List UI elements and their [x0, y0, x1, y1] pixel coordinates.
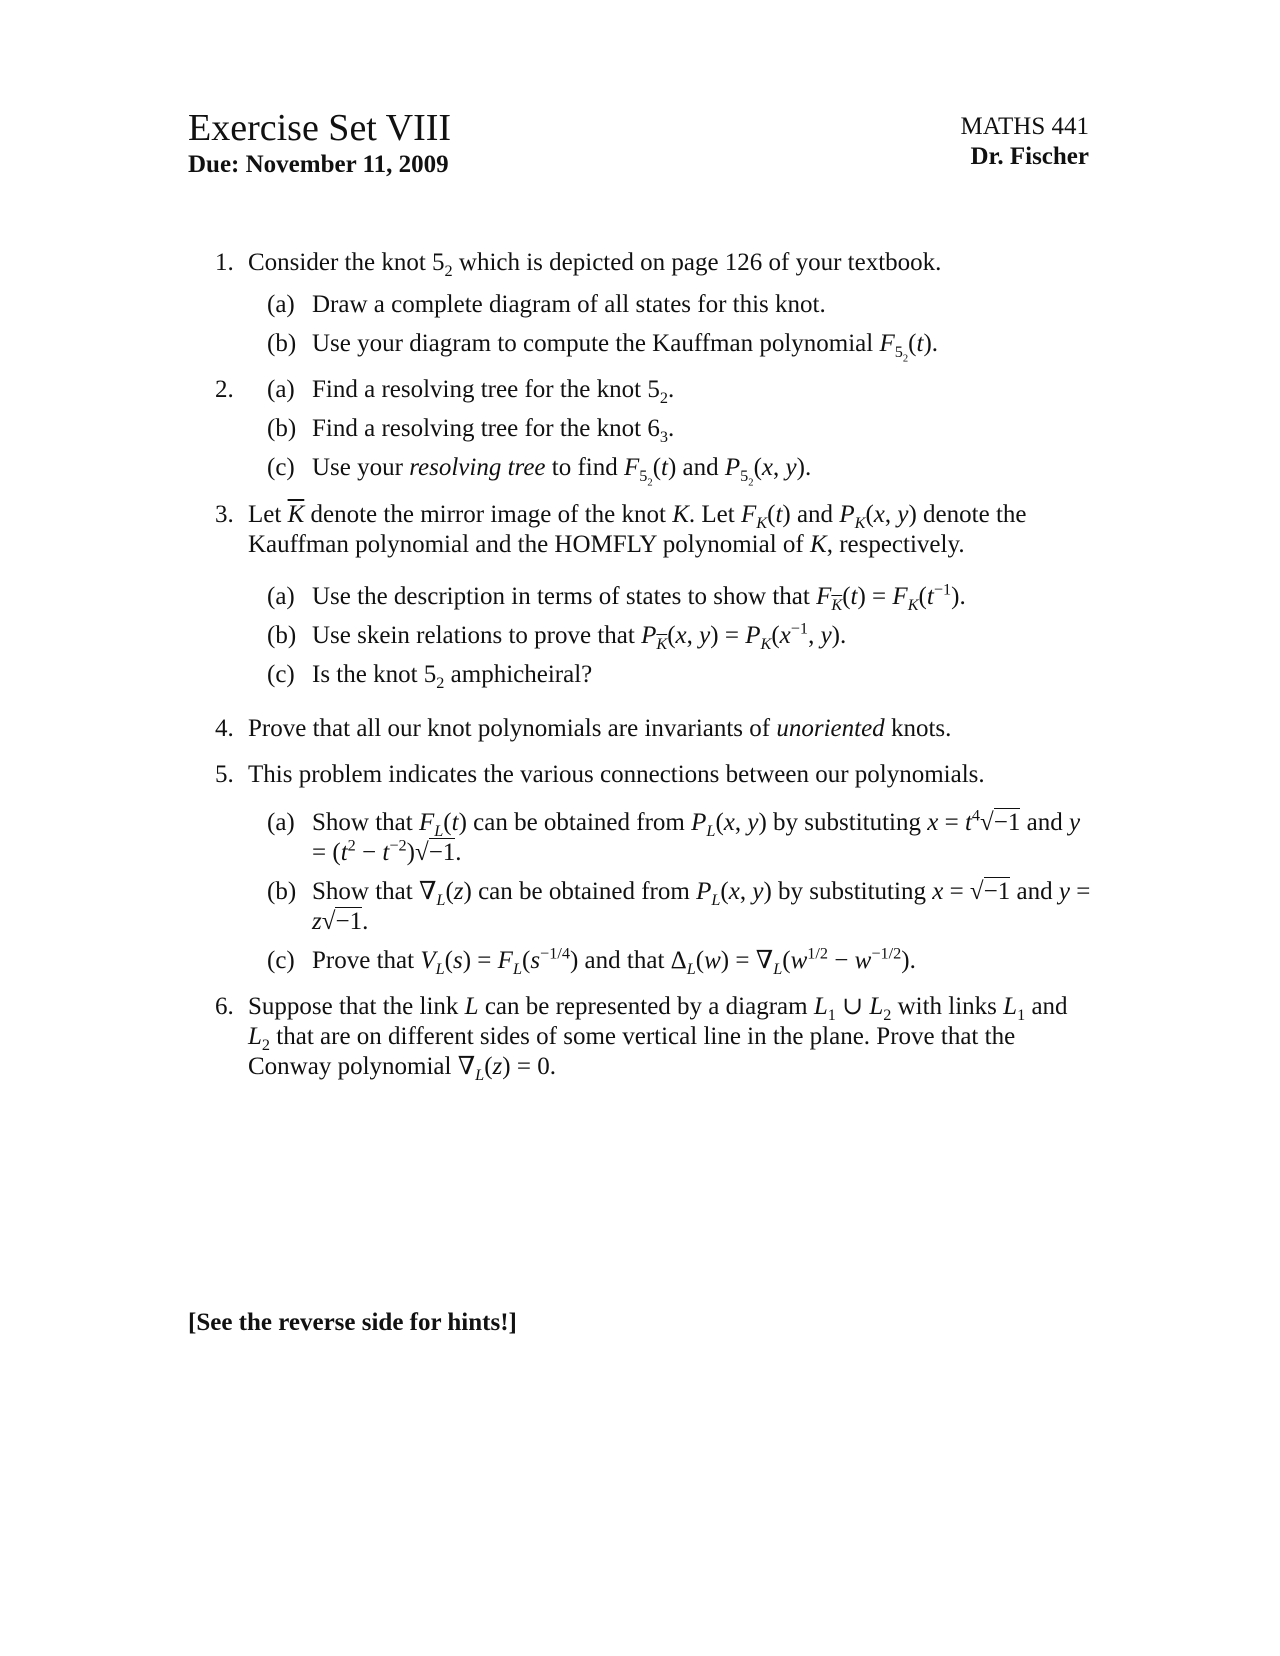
problem-3-part-a: (a) Use the description in terms of states to show that $F_{\overline{K}}(t) = F_K(t^{-1})$. [267, 580, 966, 614]
problem-number: 2. [215, 376, 234, 404]
header-right [961, 112, 1090, 172]
problem-2-part-c: (c) Use your resolving tree to find $F_{5_2}(t)$ and $P_{5_2}(x$, y). [267, 454, 812, 489]
problem-5-part-b: (b) Show that $\nabla_L(z)$ can be obtained from $P_L(x$, y) by substituting x = √−1 and y = z√−1. [267, 877, 1091, 935]
due-date: Due: November 11, 2009 [188, 151, 449, 178]
problem-3-part-c: (c) Is the knot $5_2$ amphicheiral? [267, 660, 593, 692]
problem-number: 3. [215, 500, 234, 528]
problem-number: 6. [215, 992, 234, 1020]
problem-5-part-a: (a) Show that $F_L(t)$ can be obtained from $P_L(x$, y) by substituting $x = t^4√-1$ and $y = (t^2 - t^{-2})√-1$. [267, 806, 1081, 866]
problem-text: Suppose that the link L can be represented by a diagram $L_1$ ∪ $L_2$ with links $L_1$ and $L_2$ that are on different sides of some vertical line in the plane. Prove that the Conway polynomial $\nabla_L(z) = 0$. [248, 992, 1068, 1084]
problem-1-part-a: (a) Draw a complete diagram of all states for this knot. [267, 291, 826, 318]
problem-3-part-b: (b) Use skein relations to prove that $P_{\overline{K}}(x$, $y) = P_K(x^{-1}$, y). [267, 619, 847, 653]
problem-6 [215, 992, 1095, 1082]
problem-text: Prove that all our knot polynomials are invariants of unoriented knots. [248, 714, 952, 742]
problem-4 [215, 714, 1095, 744]
problem-1 [215, 248, 1095, 365]
course-code: MATHS 441 [960, 113, 1089, 140]
problem-5-part-c: (c) Prove that $V_L(s) = F_L(s^{-1/4})$ and that $\Delta_L(w) = \nabla_L(w^{1/2} - w^{-1/2})$. [267, 944, 916, 978]
footer-note: [See the reverse side for hints!] [188, 1309, 517, 1336]
problem-2 [215, 375, 1095, 489]
problem-text: Consider the knot $5_2$ which is depicted on page 126 of your textbook. [248, 249, 942, 280]
problem-text: This problem indicates the various connections between our polynomials. [248, 760, 985, 788]
instructor-name: Dr. Fischer [970, 143, 1089, 170]
problem-number: 5. [215, 760, 234, 788]
problem-text: Let $\overline{K}$ denote the mirror image of the knot K. Let $F_K(t)$ and $P_K(x$, y) denote the Kauffman polynomial and the HOMFLY polynomial of K, respectively. [248, 500, 1027, 558]
problem-2-part-b: (b) Find a resolving tree for the knot $6_3$. [267, 415, 675, 447]
problem-number: 1. [215, 249, 234, 276]
problem-list [215, 248, 1095, 1098]
header-left [188, 106, 451, 180]
problem-5 [215, 760, 1095, 976]
problem-1-part-b: (b) Use your diagram to compute the Kauffman polynomial $F_{5_2}(t)$. [267, 330, 939, 365]
problem-3 [215, 500, 1095, 690]
page-title: Exercise Set VIII [188, 107, 452, 149]
problem-2-part-a: (a) Find a resolving tree for the knot $5_2$. [267, 376, 675, 408]
problem-number: 4. [215, 714, 234, 742]
